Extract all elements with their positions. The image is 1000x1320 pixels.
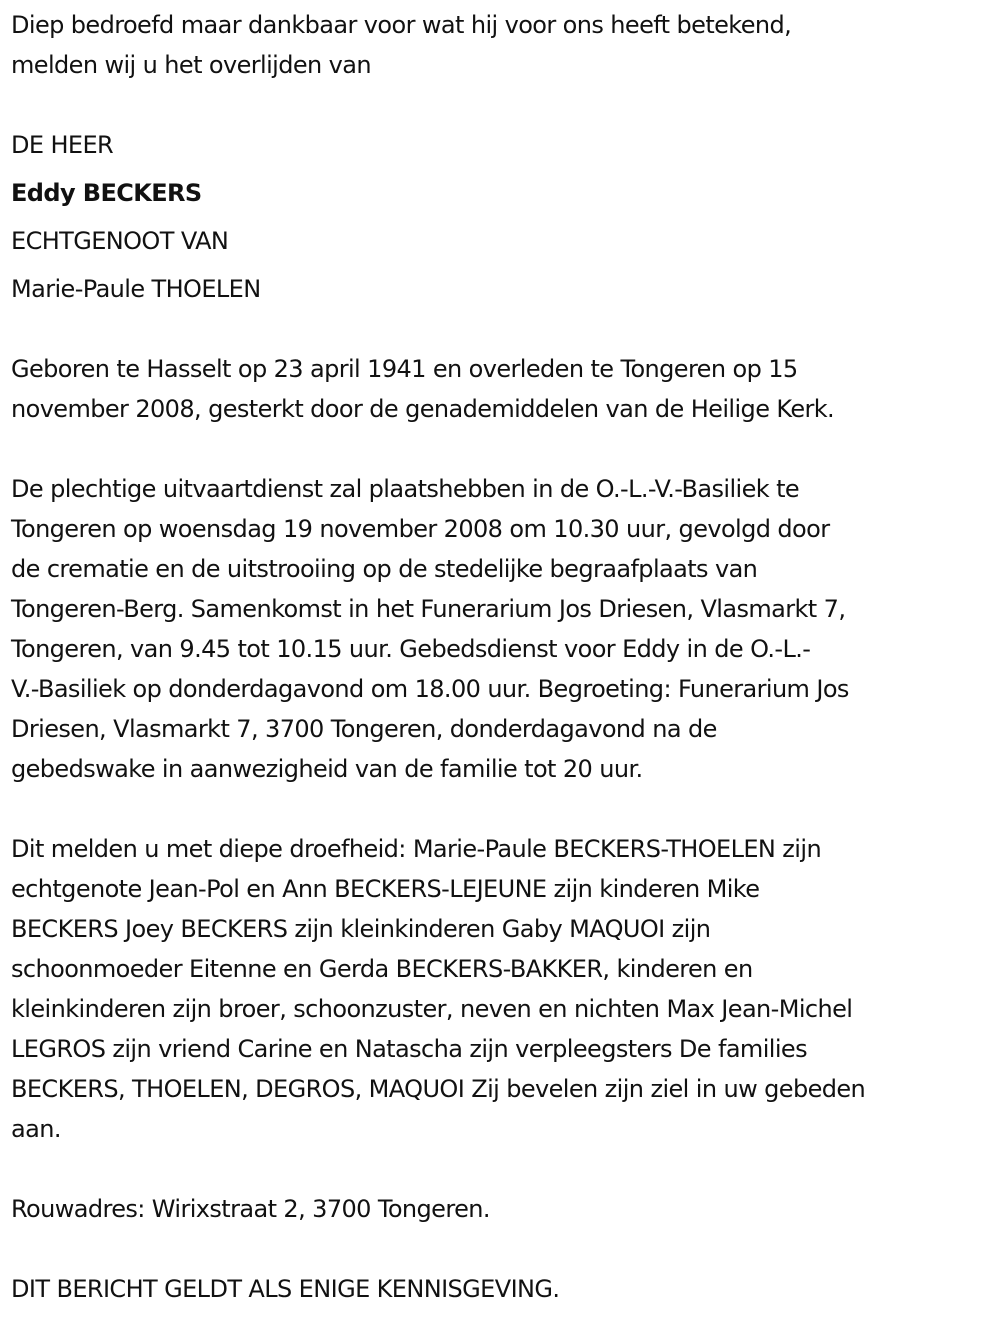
family-line-3: BECKERS Joey BECKERS zijn kleinkinderen Gaby MAQUOI zijn [11,915,711,943]
family-line-2: echtgenote Jean-Pol en Ann BECKERS-LEJEUNE zijn kinderen Mike [11,875,760,903]
funeral-line-6: V.-Basiliek op donderdagavond om 18.00 uur. Begroeting: Funerarium Jos [11,675,849,703]
birth-death-line-1: Geboren te Hasselt op 23 april 1941 en overleden te Tongeren op 15 [11,355,798,383]
family-line-1: Dit melden u met diepe droefheid: Marie-Paule BECKERS-THOELEN zijn [11,835,822,863]
family-line-6: LEGROS zijn vriend Carine en Natascha zijn verpleegsters De families [11,1035,807,1063]
relation-label: ECHTGENOOT VAN [11,227,229,255]
funeral-line-8: gebedswake in aanwezigheid van de familie tot 20 uur. [11,755,643,783]
family-line-5: kleinkinderen zijn broer, schoonzuster, neven en nichten Max Jean-Michel [11,995,853,1023]
title-prefix: DE HEER [11,131,114,159]
funeral-line-2: Tongeren op woensdag 19 november 2008 om 10.30 uur, gevolgd door [11,515,830,543]
deceased-name: Eddy BECKERS [11,179,202,207]
funeral-line-4: Tongeren-Berg. Samenkomst in het Funerarium Jos Driesen, Vlasmarkt 7, [11,595,846,623]
family-line-8: aan. [11,1115,61,1143]
funeral-line-5: Tongeren, van 9.45 tot 10.15 uur. Gebedsdienst voor Eddy in de O.-L.- [11,635,811,663]
intro-line-2: melden wij u het overlijden van [11,51,371,79]
family-line-7: BECKERS, THOELEN, DEGROS, MAQUOI Zij bevelen zijn ziel in uw gebeden [11,1075,866,1103]
intro-line-1: Diep bedroefd maar dankbaar voor wat hij voor ons heeft betekend, [11,11,792,39]
sole-notice: DIT BERICHT GELDT ALS ENIGE KENNISGEVING. [11,1275,560,1303]
spouse-name: Marie-Paule THOELEN [11,275,261,303]
mourning-address: Rouwadres: Wirixstraat 2, 3700 Tongeren. [11,1195,490,1223]
birth-death-line-2: november 2008, gesterkt door de genademiddelen van de Heilige Kerk. [11,395,835,423]
family-line-4: schoonmoeder Eitenne en Gerda BECKERS-BAKKER, kinderen en [11,955,753,983]
funeral-line-3: de crematie en de uitstrooiing op de stedelijke begraafplaats van [11,555,758,583]
funeral-line-1: De plechtige uitvaartdienst zal plaatshebben in de O.-L.-V.-Basiliek te [11,475,800,503]
funeral-line-7: Driesen, Vlasmarkt 7, 3700 Tongeren, donderdagavond na de [11,715,717,743]
